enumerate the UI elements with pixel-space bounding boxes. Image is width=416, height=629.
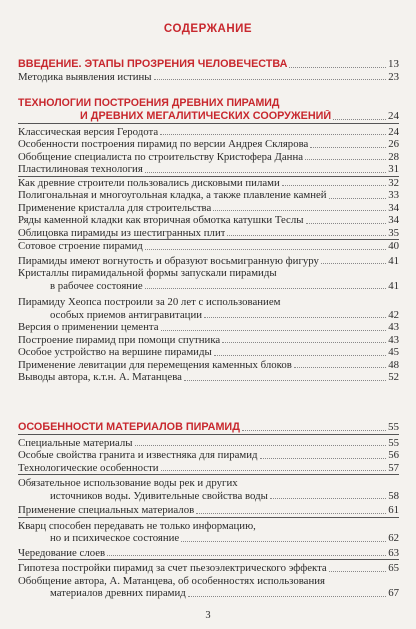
toc-entry[interactable] xyxy=(18,138,399,151)
entry-title: Сотовое строение пирамид xyxy=(18,240,143,252)
toc-entry[interactable] xyxy=(18,163,399,177)
section-heading-text: ОСОБЕННОСТИ МАТЕРИАЛОВ ПИРАМИД xyxy=(18,421,240,433)
dot-leader xyxy=(260,458,387,459)
page-ref: 55 xyxy=(388,421,399,433)
dot-leader xyxy=(154,79,387,80)
section-heading[interactable] xyxy=(18,421,399,435)
entry-title: Выводы автора, к.т.н. А. Матанцева xyxy=(18,371,182,383)
entry-title: Ряды каменной кладки как вторичная обмотка катушки Теслы xyxy=(18,214,304,226)
entry-title: в рабочее состояние xyxy=(50,279,143,292)
page-ref: 62 xyxy=(388,532,399,544)
section-heading-line[interactable]: ТЕХНОЛОГИИ ПОСТРОЕНИЯ ДРЕВНИХ ПИРАМИД xyxy=(18,97,280,109)
section-heading-text: ВВЕДЕНИЕ. ЭТАПЫ ПРОЗРЕНИЯ ЧЕЛОВЕЧЕСТВА xyxy=(18,58,288,70)
dot-leader xyxy=(305,159,386,160)
entry-title: Применение кристалла для строительства xyxy=(18,201,212,214)
dot-leader xyxy=(161,330,387,331)
entry-title: Построение пирамид при помощи спутника xyxy=(18,333,221,346)
page-ref: 31 xyxy=(388,163,399,175)
page-title: СОДЕРЖАНИЕ xyxy=(163,23,253,35)
page-ref: 48 xyxy=(388,358,399,371)
toc-entry-line[interactable]: Обязательное использование воды рек и других xyxy=(18,477,238,489)
toc-entry[interactable] xyxy=(18,334,399,347)
toc-entry[interactable] xyxy=(18,189,399,202)
toc-entry[interactable] xyxy=(18,449,399,462)
entry-title: Методика выявления истины xyxy=(18,70,152,83)
entry-title: Обобщение специалиста по строительству Кристофера Данна xyxy=(18,150,304,163)
section-heading-text: И ДРЕВНИХ МЕГАЛИТИЧЕСКИХ СООРУЖЕНИЙ xyxy=(80,110,332,122)
page-ref: 41 xyxy=(388,279,399,292)
toc-entry[interactable] xyxy=(18,227,399,241)
section-heading[interactable] xyxy=(18,58,399,71)
toc-entry[interactable] xyxy=(18,371,399,384)
toc-entry[interactable] xyxy=(18,321,399,334)
toc-entry[interactable] xyxy=(18,437,399,450)
dot-leader xyxy=(145,172,386,173)
toc-entry[interactable] xyxy=(18,177,399,190)
toc-entry[interactable] xyxy=(18,547,399,561)
page-ref: 56 xyxy=(388,449,399,461)
dot-leader xyxy=(184,380,386,381)
page-ref: 45 xyxy=(388,346,399,358)
dot-leader xyxy=(204,317,386,318)
toc-entry-line[interactable]: Кристаллы пирамидальной формы запускали пирамиды xyxy=(18,267,277,279)
page-ref: 43 xyxy=(388,333,399,346)
toc-entry[interactable] xyxy=(18,280,399,293)
dot-leader xyxy=(214,355,386,356)
toc-entry[interactable] xyxy=(18,202,399,215)
dot-leader xyxy=(321,263,386,264)
page-ref: 42 xyxy=(388,308,399,321)
page-ref: 24 xyxy=(388,110,399,122)
entry-title: Как древние строители пользовались дисковыми пилами xyxy=(18,176,280,189)
page-ref: 40 xyxy=(388,240,399,252)
entry-title: Пластилиновая технология xyxy=(18,163,143,175)
entry-title: Особое устройство на вершине пирамиды xyxy=(18,346,212,358)
dot-leader xyxy=(282,185,386,186)
dot-leader xyxy=(270,498,386,499)
toc-entry-line[interactable]: Пирамиду Хеопса построили за 20 лет с использованием xyxy=(18,296,281,308)
toc-entry[interactable] xyxy=(18,532,399,545)
page-ref: 55 xyxy=(388,436,399,449)
entry-title: особых приемов антигравитации xyxy=(50,308,203,321)
entry-title: Технологические особенности xyxy=(18,461,159,474)
toc-entry-line[interactable]: Обобщение автора, А. Матанцева, об особенностях использования xyxy=(18,574,325,587)
dot-leader xyxy=(289,67,386,68)
dot-leader xyxy=(222,342,386,343)
entry-title: Применение левитации для перемещения каменных блоков xyxy=(18,358,292,371)
entry-title: Классическая версия Геродота xyxy=(18,125,159,138)
page-ref: 65 xyxy=(388,562,399,574)
toc-entry[interactable] xyxy=(18,255,399,268)
page-ref: 33 xyxy=(388,189,399,201)
dot-leader xyxy=(196,513,386,514)
dot-leader xyxy=(227,235,386,236)
dot-leader xyxy=(329,571,386,572)
page-ref: 32 xyxy=(388,176,399,189)
entry-title: Применение специальных материалов xyxy=(18,504,195,516)
entry-title: Полигональная и многоугольная кладка, а также плавление камней xyxy=(18,189,327,201)
dot-leader xyxy=(329,198,387,199)
dot-leader xyxy=(310,147,386,148)
entry-title: Гипотеза постройки пирамид за счет пьезоэлектрического эффекта xyxy=(18,562,327,574)
dot-leader xyxy=(294,367,386,368)
entry-title: Облицовка пирамиды из шестигранных плит xyxy=(18,226,226,239)
dot-leader xyxy=(161,470,387,471)
page-ref: 34 xyxy=(388,214,399,226)
page-ref: 63 xyxy=(388,546,399,559)
page-number: 3 xyxy=(205,610,211,621)
page-ref: 24 xyxy=(388,125,399,138)
toc-section-materials xyxy=(18,421,399,600)
entry-title: Особенности построения пирамид по версии Андрея Склярова xyxy=(18,138,309,150)
toc-entry[interactable] xyxy=(18,346,399,359)
page-ref: 61 xyxy=(388,504,399,516)
dot-leader xyxy=(242,430,386,431)
page-ref: 41 xyxy=(388,254,399,267)
page-ref: 52 xyxy=(388,371,399,383)
page-ref: 23 xyxy=(388,70,399,83)
toc-entry[interactable] xyxy=(18,126,399,139)
page-ref: 35 xyxy=(388,226,399,239)
entry-title: Пирамиды имеют вогнутость и образуют восьмигранную фигуру xyxy=(18,254,319,267)
section-heading[interactable] xyxy=(18,110,399,124)
toc-entry[interactable] xyxy=(18,490,399,503)
dot-leader xyxy=(145,249,386,250)
page-ref: 26 xyxy=(388,138,399,150)
toc-entry[interactable] xyxy=(18,309,399,322)
page-ref: 28 xyxy=(388,150,399,163)
dot-leader xyxy=(213,210,386,211)
toc-entry[interactable] xyxy=(18,71,399,84)
dot-leader xyxy=(107,555,386,556)
dot-leader xyxy=(181,541,386,542)
dot-leader xyxy=(188,596,386,597)
toc-entry[interactable] xyxy=(18,151,399,164)
dot-leader xyxy=(333,119,386,120)
entry-title: Чередование слоев xyxy=(18,546,106,559)
page-ref: 13 xyxy=(388,58,399,70)
entry-title: материалов древних пирамид xyxy=(50,587,186,599)
toc-entry[interactable] xyxy=(18,504,399,518)
page-ref: 67 xyxy=(388,587,399,599)
dot-leader xyxy=(160,134,386,135)
entry-title: Версия о применении цемента xyxy=(18,321,159,333)
toc-entry[interactable] xyxy=(18,587,399,600)
page-ref: 43 xyxy=(388,321,399,333)
dot-leader xyxy=(145,288,387,289)
toc-entry[interactable] xyxy=(18,214,399,227)
toc-entry-line[interactable]: Кварц способен передавать не только информацию, xyxy=(18,519,256,532)
entry-title: Особые свойства гранита и известняка для пирамид xyxy=(18,449,258,461)
toc-entry[interactable] xyxy=(18,359,399,372)
dot-leader xyxy=(306,223,387,224)
page-ref: 57 xyxy=(388,461,399,474)
toc-entry[interactable] xyxy=(18,240,399,253)
toc-section-introduction xyxy=(18,58,399,83)
entry-title: но и психическое состояние xyxy=(50,532,180,544)
entry-title: источников воды. Удивительные свойства воды xyxy=(50,489,268,502)
toc-section-technologies xyxy=(18,97,399,384)
entry-title: Специальные материалы xyxy=(18,436,133,449)
page-ref: 34 xyxy=(388,201,399,214)
toc-entry[interactable] xyxy=(18,562,399,575)
toc-entry[interactable] xyxy=(18,462,399,476)
page-ref: 58 xyxy=(388,489,399,502)
dot-leader xyxy=(135,445,387,446)
